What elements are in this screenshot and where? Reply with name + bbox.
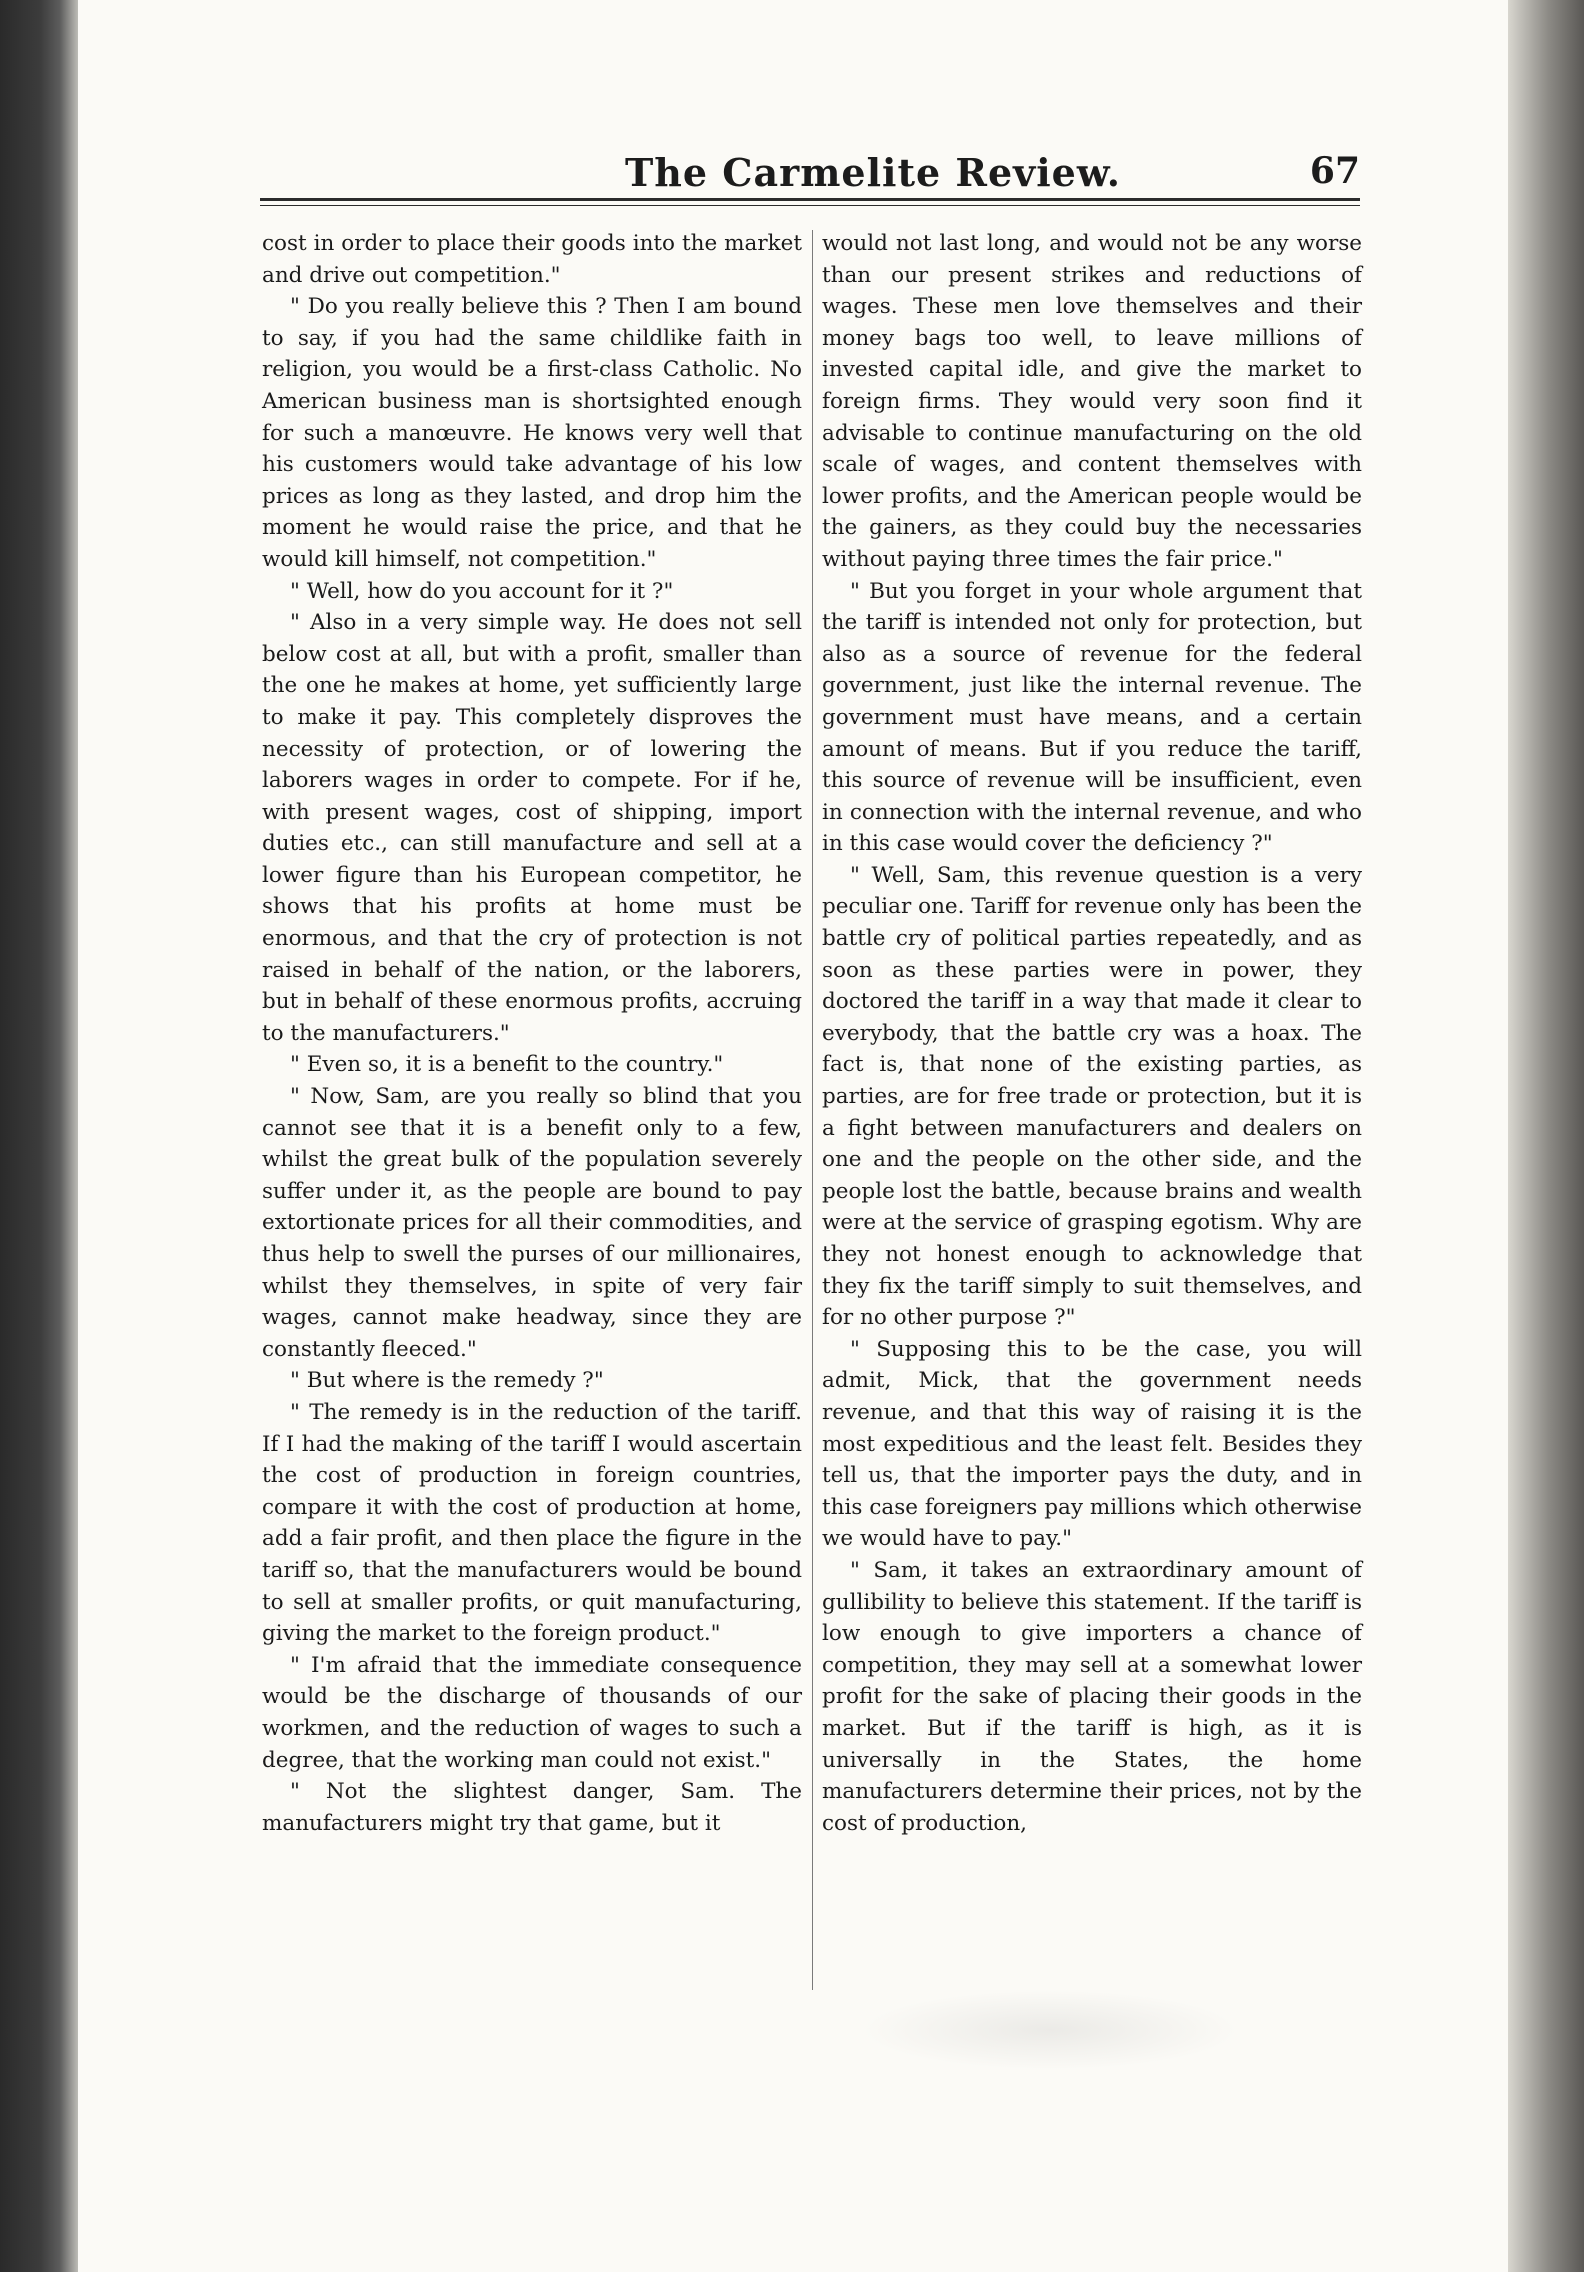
paragraph: " Even so, it is a benefit to the country.": [290, 1052, 724, 1078]
scan-right-edge: [1508, 0, 1584, 2272]
paragraph: " Also in a very simple way. He does not sell below cost at all, but with a profit, smaller than the one he makes at home, yet sufficiently large to make it pay. This completely disproves the necessity of protection, or of lowering the laborers wages in order to compete. For if he, with present wages, cost of shipping, import duties etc., can still manufacture and sell at a lower figure than his European competitor, he shows that his profits at home must be enormous, and that the cry of protection is not raised in behalf of the nation, or the laborers, but in behalf of these enormous profits, accruing to the manufacturers.": [262, 610, 802, 1046]
running-head: [260, 150, 1360, 210]
column-divider: [812, 230, 813, 1990]
paragraph: " I'm afraid that the immediate consequence would be the discharge of thousands of our workmen, and the reduction of wages to such a degree, that the working man could not exist.": [262, 1652, 802, 1773]
header-rule-thin: [260, 205, 1360, 206]
paragraph: would not last long, and would not be any worse than our present strikes and reductions of wages. These men love themselves and their money bags too well, to leave millions of invested capital idle, and give the market to foreign firms. They would very soon find it advisable to continue manufacturing on the old scale of wages, and content themselves with lower profits, and the American people would be the gainers, as they could buy the necessaries without paying three times the fair price.": [822, 231, 1362, 572]
bleed-through-smudge: [860, 1990, 1240, 2070]
page-number: 67: [1309, 150, 1360, 192]
paragraph: " Well, Sam, this revenue question is a very peculiar one. Tariff for revenue only has been the battle cry of political parties repeatedly, and as soon as these parties were in power, they doctored the tariff in a way that made it clear to everybody, that the battle cry was a hoax. The fact is, that none of the existing parties, as parties, are for free trade or protection, but it is a fight between manufacturers and dealers on one and the people on the other side, and the people lost the battle, because brains and wealth were at the service of grasping egotism. Why are they not honest enough to acknowledge that they fix the tariff simply to suit themselves, and for no other purpose ?": [822, 862, 1362, 1331]
paragraph: " Do you really believe this ? Then I am bound to say, if you had the same childlike faith in religion, you would be a first-class Catholic. No American business man is shortsighted enough for such a manœuvre. He knows very well that his customers would take advantage of his low prices as long as they lasted, and drop him the moment he would raise the price, and that he would kill himself, not competition.": [262, 294, 802, 572]
paragraph: " Now, Sam, are you really so blind that you cannot see that it is a benefit only to a few, whilst the great bulk of the population severely suffer under it, as the people are bound to pay extortionate prices for all their commodities, and thus help to swell the purses of our millionaires, whilst they themselves, in spite of very fair wages, cannot make headway, since they are constantly fleeced.": [262, 1084, 802, 1362]
header-rule: [260, 198, 1360, 201]
scan-binding-edge: [0, 0, 78, 2272]
paragraph: " But you forget in your whole argument that the tariff is intended not only for protection, but also as a source of revenue for the federal government, just like the internal revenue. The government must have means, and a certain amount of means. But if you reduce the tariff, this source of revenue will be insufficient, even in connection with the internal revenue, and who in this case would cover the deficiency ?": [822, 578, 1362, 857]
paragraph: " Not the slightest danger, Sam. The manufacturers might try that game, but it: [262, 1779, 802, 1836]
paragraph: " But where is the remedy ?": [290, 1368, 604, 1394]
right-column: [822, 228, 1362, 1839]
paragraph: " Supposing this to be the case, you will admit, Mick, that the government needs revenue, and that this way of raising it is the most expeditious and the least felt. Besides they tell us, that the importer pays the duty, and in this case foreigners pay millions which otherwise we would have to pay.": [822, 1336, 1362, 1552]
paragraph: " Well, how do you account for it ?": [290, 578, 674, 604]
journal-title: The Carmelite Review.: [625, 150, 1121, 195]
paragraph: " Sam, it takes an extraordinary amount of gullibility to believe this statement. If the tariff is low enough to give importers a chance of competition, they may sell at a somewhat lower profit for the sake of placing their goods in the market. But if the tariff is high, as it is universally in the States, the home manufacturers determine their prices, not by the cost of production,: [822, 1557, 1362, 1836]
left-column: [262, 228, 802, 1839]
paragraph: " The remedy is in the reduction of the tariff. If I had the making of the tariff I would ascertain the cost of production in foreign countries, compare it with the cost of production at home, add a fair profit, and then place the figure in the tariff so, that the manufacturers would be bound to sell at smaller profits, or quit manufacturing, giving the market to the foreign product.": [262, 1399, 802, 1647]
paragraph: cost in order to place their goods into the market and drive out competition.": [262, 231, 802, 288]
